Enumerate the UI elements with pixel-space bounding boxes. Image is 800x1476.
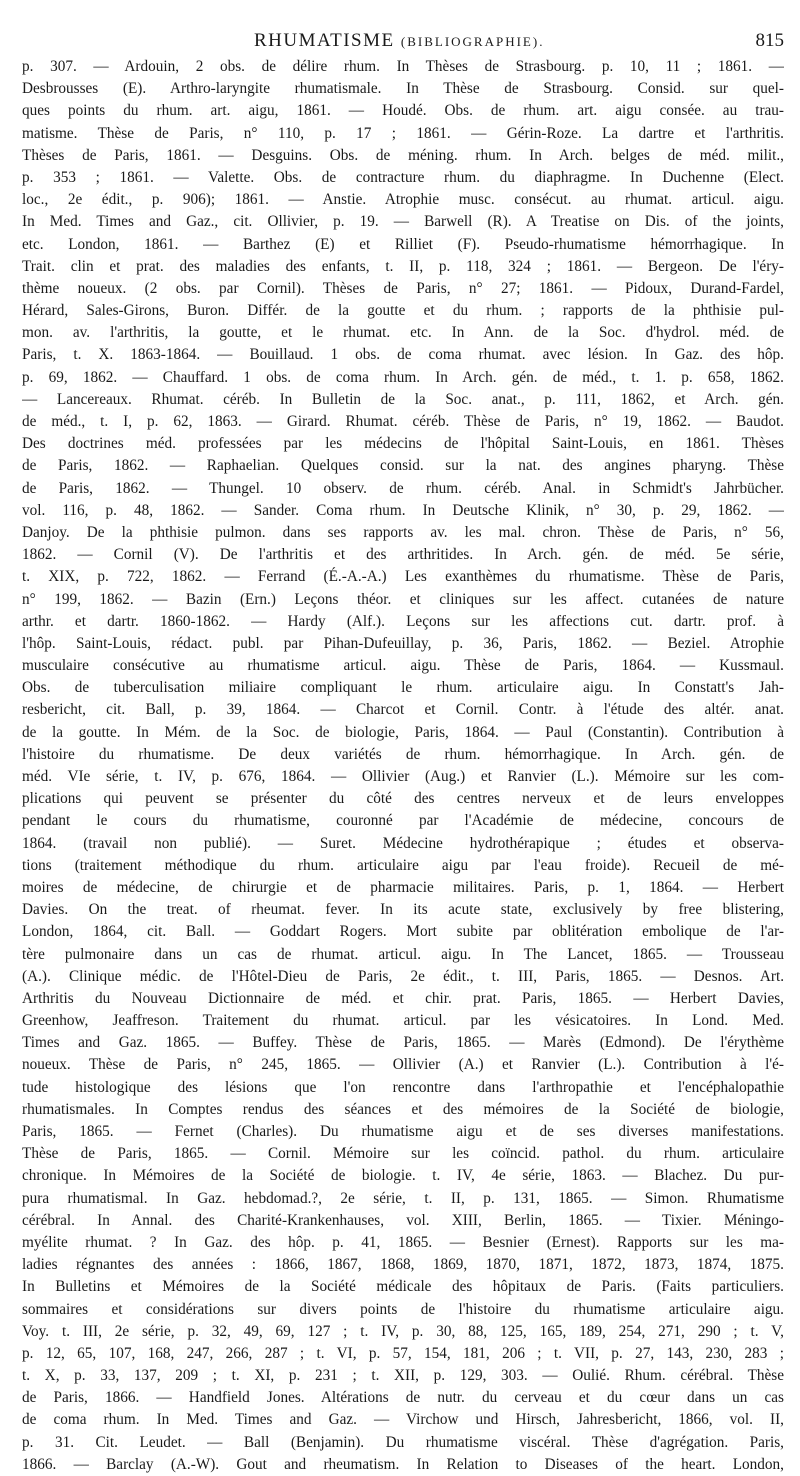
text-line: 1864. (travail non publié). — Suret. Médecine hydrothérapique ; études et observa- [22,834,784,852]
text-line: Greenhow, Jeaffreson. Traitement du rhumat. articul. par les vésicatoires. In Lond. Med. [22,1012,784,1030]
text-line: chronique. In Mémoires de la Société de biologie. t. IV, 4e série, 1863. — Blachez. Du pur- [22,1167,784,1185]
text-line: Hérard, Sales-Girons, Buron. Différ. de la goutte et du rhum. ; rapports de la phthisie pul- [22,302,784,320]
text-line: tude histologique des lésions que l'on rencontre dans l'arthropathie et l'encéphalopathie [22,1078,784,1096]
text-line: resbericht, cit. Ball, p. 39, 1864. — Charcot et Cornil. Contr. à l'étude des altér. anat. [22,701,784,719]
text-line: rhumatismales. In Comptes rendus des séances et des mémoires de la Société de biologie, [22,1100,784,1118]
text-line: de Paris, 1866. — Handfield Jones. Altérations de nutr. du cerveau et du cœur dans un cas [22,1389,784,1407]
text-line: In Med. Times and Gaz., cit. Ollivier, p. 19. — Barwell (R). A Treatise on Dis. of the joints, [22,213,784,231]
text-line: ques points du rhum. art. aigu, 1861. — Houdé. Obs. de rhum. art. aigu consée. au trau- [22,102,784,120]
bibliography-text [22,56,784,1476]
text-line: Davies. On the treat. of rheumat. fever. In its acute state, exclusively by free blistering, [22,901,784,919]
text-line: de Paris, 1862. — Thungel. 10 observ. de rhum. céréb. Anal. in Schmidt's Jahrbücher. [22,479,784,497]
text-line: p. 353 ; 1861. — Valette. Obs. de contracture rhum. du diaphragme. In Duchenne (Elect. [22,168,784,186]
text-line: mon. av. l'arthritis, la goutte, et le rhumat. etc. In Ann. de la Soc. d'hydrol. méd. de [22,324,784,342]
text-line: loc., 2e édit., p. 906); 1861. — Anstie. Atrophie musc. consécut. au rhumat. articul. aigu. [22,191,784,209]
text-line: — Lancereaux. Rhumat. céréb. In Bulletin de la Soc. anat., p. 111, 1862, et Arch. gén. [22,390,784,408]
text-line: Voy. t. III, 2e série, p. 32, 49, 69, 127 ; t. IV, p. 30, 88, 125, 165, 189, 254, 271, 290 ; t. V, [22,1322,784,1340]
text-line: In Bulletins et Mémoires de la Société médicale des hôpitaux de Paris. (Faits particuliers. [22,1278,784,1296]
text-line: Arthritis du Nouveau Dictionnaire de méd. et chir. prat. Paris, 1865. — Herbert Davies, [22,989,784,1007]
text-line: Paris, 1865. — Fernet (Charles). Du rhumatisme aigu et de ses diverses manifestations. [22,1123,784,1140]
text-line: p. 307. — Ardouin, 2 obs. de délire rhum. In Thèses de Strasbourg. p. 10, 11 ; 1861. — [22,58,784,75]
text-line: p. 12, 65, 107, 168, 247, 266, 287 ; t. VI, p. 57, 154, 181, 206 ; t. VII, p. 27, 143, 230, 283 ; [22,1344,784,1362]
text-line: de méd., t. I, p. 62, 1863. — Girard. Rhumat. céréb. Thèse de Paris, n° 19, 1862. — Baudot. [22,413,784,430]
text-line: de la goutte. In Mém. de la Soc. de biologie, Paris, 1864. — Paul (Constantin). Contribution à [22,723,784,741]
text-line: méd. VIe série, t. IV, p. 676, 1864. — Ollivier (Aug.) et Ranvier (L.). Mémoire sur les com- [22,768,784,785]
text-line: tions (traitement méthodique du rhum. articulaire aigu par l'eau froide). Recueil de mé- [22,856,784,874]
text-line: de Paris, 1862. — Raphaelian. Quelques consid. sur la nat. des angines pharyng. Thèse [22,457,784,475]
text-line: vol. 116, p. 48, 1862. — Sander. Coma rhum. In Deutsche Klinik, n° 30, p. 29, 1862. — [22,501,784,519]
text-line: 1862. — Cornil (V). De l'arthritis et des arthritides. In Arch. gén. de méd. 5e série, [22,546,784,564]
text-line: n° 199, 1862. — Bazin (Ern.) Leçons théor. et cliniques sur les affect. cutanées de nature [22,590,784,608]
running-title-main: RHUMATISME [254,30,395,51]
text-line: Times and Gaz. 1865. — Buffey. Thèse de Paris, 1865. — Marès (Edmond). De l'érythème [22,1034,784,1052]
text-line: Des doctrines méd. professées par les médecins de l'hôpital Saint-Louis, en 1861. Thèses [22,435,784,453]
text-line: l'histoire du rhumatisme. De deux variétés de rhum. hémorrhagique. In Arch. gén. de [22,745,784,763]
text-line: de coma rhum. In Med. Times and Gaz. — Virchow und Hirsch, Jahresbericht, 1866, vol. II, [22,1411,784,1429]
text-line: Obs. de tuberculisation miliaire compliquant le rhum. articulaire aigu. In Constatt's Jah- [22,679,784,697]
page-number: 815 [755,30,784,51]
text-line: t. X, p. 33, 137, 209 ; t. XI, p. 231 ; t. XII, p. 129, 303. — Oulié. Rhum. cérébral. Thèse [22,1367,784,1385]
book-page [22,22,784,1476]
text-line: l'hôp. Saint-Louis, rédact. publ. par Pihan-Dufeuillay, p. 36, Paris, 1862. — Beziel. Atrophie [22,634,784,652]
text-line: pendant le cours du rhumatisme, couronné par l'Académie de médecine, concours de [22,812,784,830]
text-line: t. XIX, p. 722, 1862. — Ferrand (É.-A.-A.) Les exanthèmes du rhumatisme. Thèse de Paris, [22,568,784,586]
text-line: London, 1864, cit. Ball. — Goddart Rogers. Mort subite par oblitération embolique de l'ar- [22,923,784,941]
page-header [22,22,784,56]
text-line: Thèse de Paris, 1865. — Cornil. Mémoire sur les coïncid. pathol. du rhum. articulaire [22,1145,784,1163]
text-line: ladies régnantes des années : 1866, 1867, 1868, 1869, 1870, 1871, 1872, 1873, 1874, 1875. [22,1256,784,1274]
text-line: Thèses de Paris, 1861. — Desguins. Obs. de méning. rhum. In Arch. belges de méd. milit., [22,146,784,164]
text-line: thème noueux. (2 obs. par Cornil). Thèses de Paris, n° 27; 1861. — Pidoux, Durand-Fardel, [22,279,784,297]
running-title [254,30,544,52]
text-line: (A.). Clinique médic. de l'Hôtel-Dieu de Paris, 2e édit., t. III, Paris, 1865. — Desnos. Art. [22,967,784,985]
text-line: tère pulmonaire dans un cas de rhumat. articul. aigu. In The Lancet, 1865. — Trousseau [22,945,784,963]
text-line: 1866. — Barclay (A.-W). Gout and rheumatism. In Relation to Diseases of the heart. London, [22,1455,784,1473]
running-title-subtitle: (BIBLIOGRAPHIE). [400,34,545,49]
text-line: musculaire consécutive au rhumatisme articul. aigu. Thèse de Paris, 1864. — Kussmaul. [22,657,784,675]
text-line: matisme. Thèse de Paris, n° 110, p. 17 ; 1861. — Gérin-Roze. La dartre et l'arthritis. [22,124,784,142]
text-line: noueux. Thèse de Paris, n° 245, 1865. — Ollivier (A.) et Ranvier (L.). Contribution à l'é- [22,1056,784,1074]
text-line: pura rhumatismal. In Gaz. hebdomad.?, 2e série, t. II, p. 131, 1865. — Simon. Rhumatisme [22,1189,784,1207]
text-line: p. 31. Cit. Leudet. — Ball (Benjamin). Du rhumatisme viscéral. Thèse d'agrégation. Paris, [22,1433,784,1451]
text-line: arthr. et dartr. 1860-1862. — Hardy (Alf.). Leçons sur les affections cut. dartr. prof. à [22,612,784,630]
text-line: Trait. clin et prat. des maladies des enfants, t. II, p. 118, 324 ; 1861. — Bergeon. De l'éry- [22,257,784,275]
text-line: Danjoy. De la phthisie pulmon. dans ses rapports av. les mal. chron. Thèse de Paris, n° 56, [22,523,784,541]
text-line: sommaires et considérations sur divers points de l'histoire du rhumatisme articulaire aigu. [22,1300,784,1318]
text-line: p. 69, 1862. — Chauffard. 1 obs. de coma rhum. In Arch. gén. de méd., t. 1. p. 658, 1862. [22,368,784,386]
text-line: cérébral. In Annal. des Charité-Krankenhauses, vol. XIII, Berlin, 1865. — Tixier. Méningo- [22,1211,784,1229]
text-line: moires de médecine, de chirurgie et de pharmacie militaires. Paris, p. 1, 1864. — Herbert [22,878,784,896]
text-line: Paris, t. X. 1863-1864. — Bouillaud. 1 obs. de coma rhumat. avec lésion. In Gaz. des hôp. [22,346,784,364]
text-line: Desbrousses (E). Arthro-laryngite rhumatismale. In Thèse de Strasbourg. Consid. sur quel- [22,80,784,98]
text-line: myélite rhumat. ? In Gaz. des hôp. p. 41, 1865. — Besnier (Ernest). Rapports sur les ma- [22,1233,784,1251]
text-line: etc. London, 1861. — Barthez (E) et Rilliet (F). Pseudo-rhumatisme hémorrhagique. In [22,235,784,253]
text-line: plications qui peuvent se présenter du côté des centres nerveux et de leurs enveloppes [22,790,784,808]
